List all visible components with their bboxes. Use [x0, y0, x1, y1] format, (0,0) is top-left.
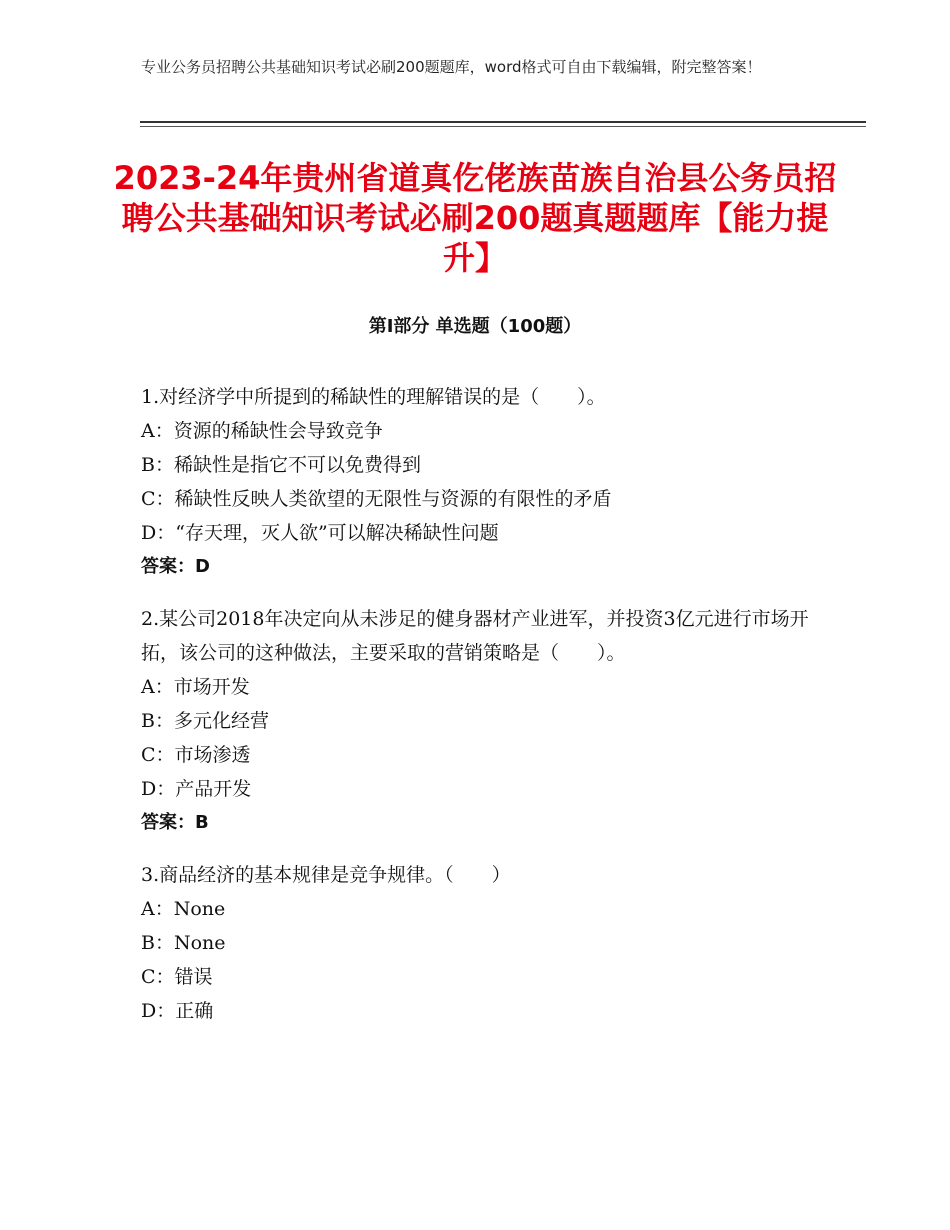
question-text: 1.对经济学中所提到的稀缺性的理解错误的是（ ）。 [141, 386, 606, 408]
option-b: B：稀缺性是指它不可以免费得到 [141, 454, 421, 476]
header-note: 专业公务员招聘公共基础知识考试必刷200题题库，word格式可自由下载编辑，附完整答案！ [141, 58, 762, 76]
section-title: 第Ⅰ部分 单选题（100题） [368, 316, 582, 337]
option-b: B：多元化经营 [141, 710, 269, 732]
answer-label: 答案：B [141, 812, 209, 833]
answer-label: 答案：D [141, 556, 210, 577]
option-c: C：错误 [141, 966, 213, 988]
question-text: 3.商品经济的基本规律是竞争规律。（ ） [141, 864, 511, 886]
option-d: D：产品开发 [141, 778, 252, 800]
option-a: A：None [141, 898, 226, 920]
question-3 [141, 858, 821, 1028]
option-d: D：“存天理，灭人欲”可以解决稀缺性问题 [141, 522, 499, 544]
option-a: A：资源的稀缺性会导致竞争 [141, 420, 383, 442]
question-list [141, 380, 821, 1046]
header-divider-thick [140, 121, 866, 123]
option-a: A：市场开发 [141, 676, 250, 698]
option-c: C：稀缺性反映人类欲望的无限性与资源的有限性的矛盾 [141, 488, 612, 510]
option-c: C：市场渗透 [141, 744, 251, 766]
document-title: 2023-24年贵州省道真仡佬族苗族自治县公务员招聘公共基础知识考试必刷200题真题题库【能力提升】 [113, 159, 837, 277]
question-text: 2.某公司2018年决定向从未涉足的健身器材产业进军，并投资3亿元进行市场开拓，该公司的这种做法，主要采取的营销策略是（ ）。 [141, 608, 809, 664]
option-b: B：None [141, 932, 226, 954]
header-divider-thin [140, 126, 866, 127]
question-2 [141, 602, 821, 840]
question-1 [141, 380, 821, 584]
option-d: D：正确 [141, 1000, 214, 1022]
